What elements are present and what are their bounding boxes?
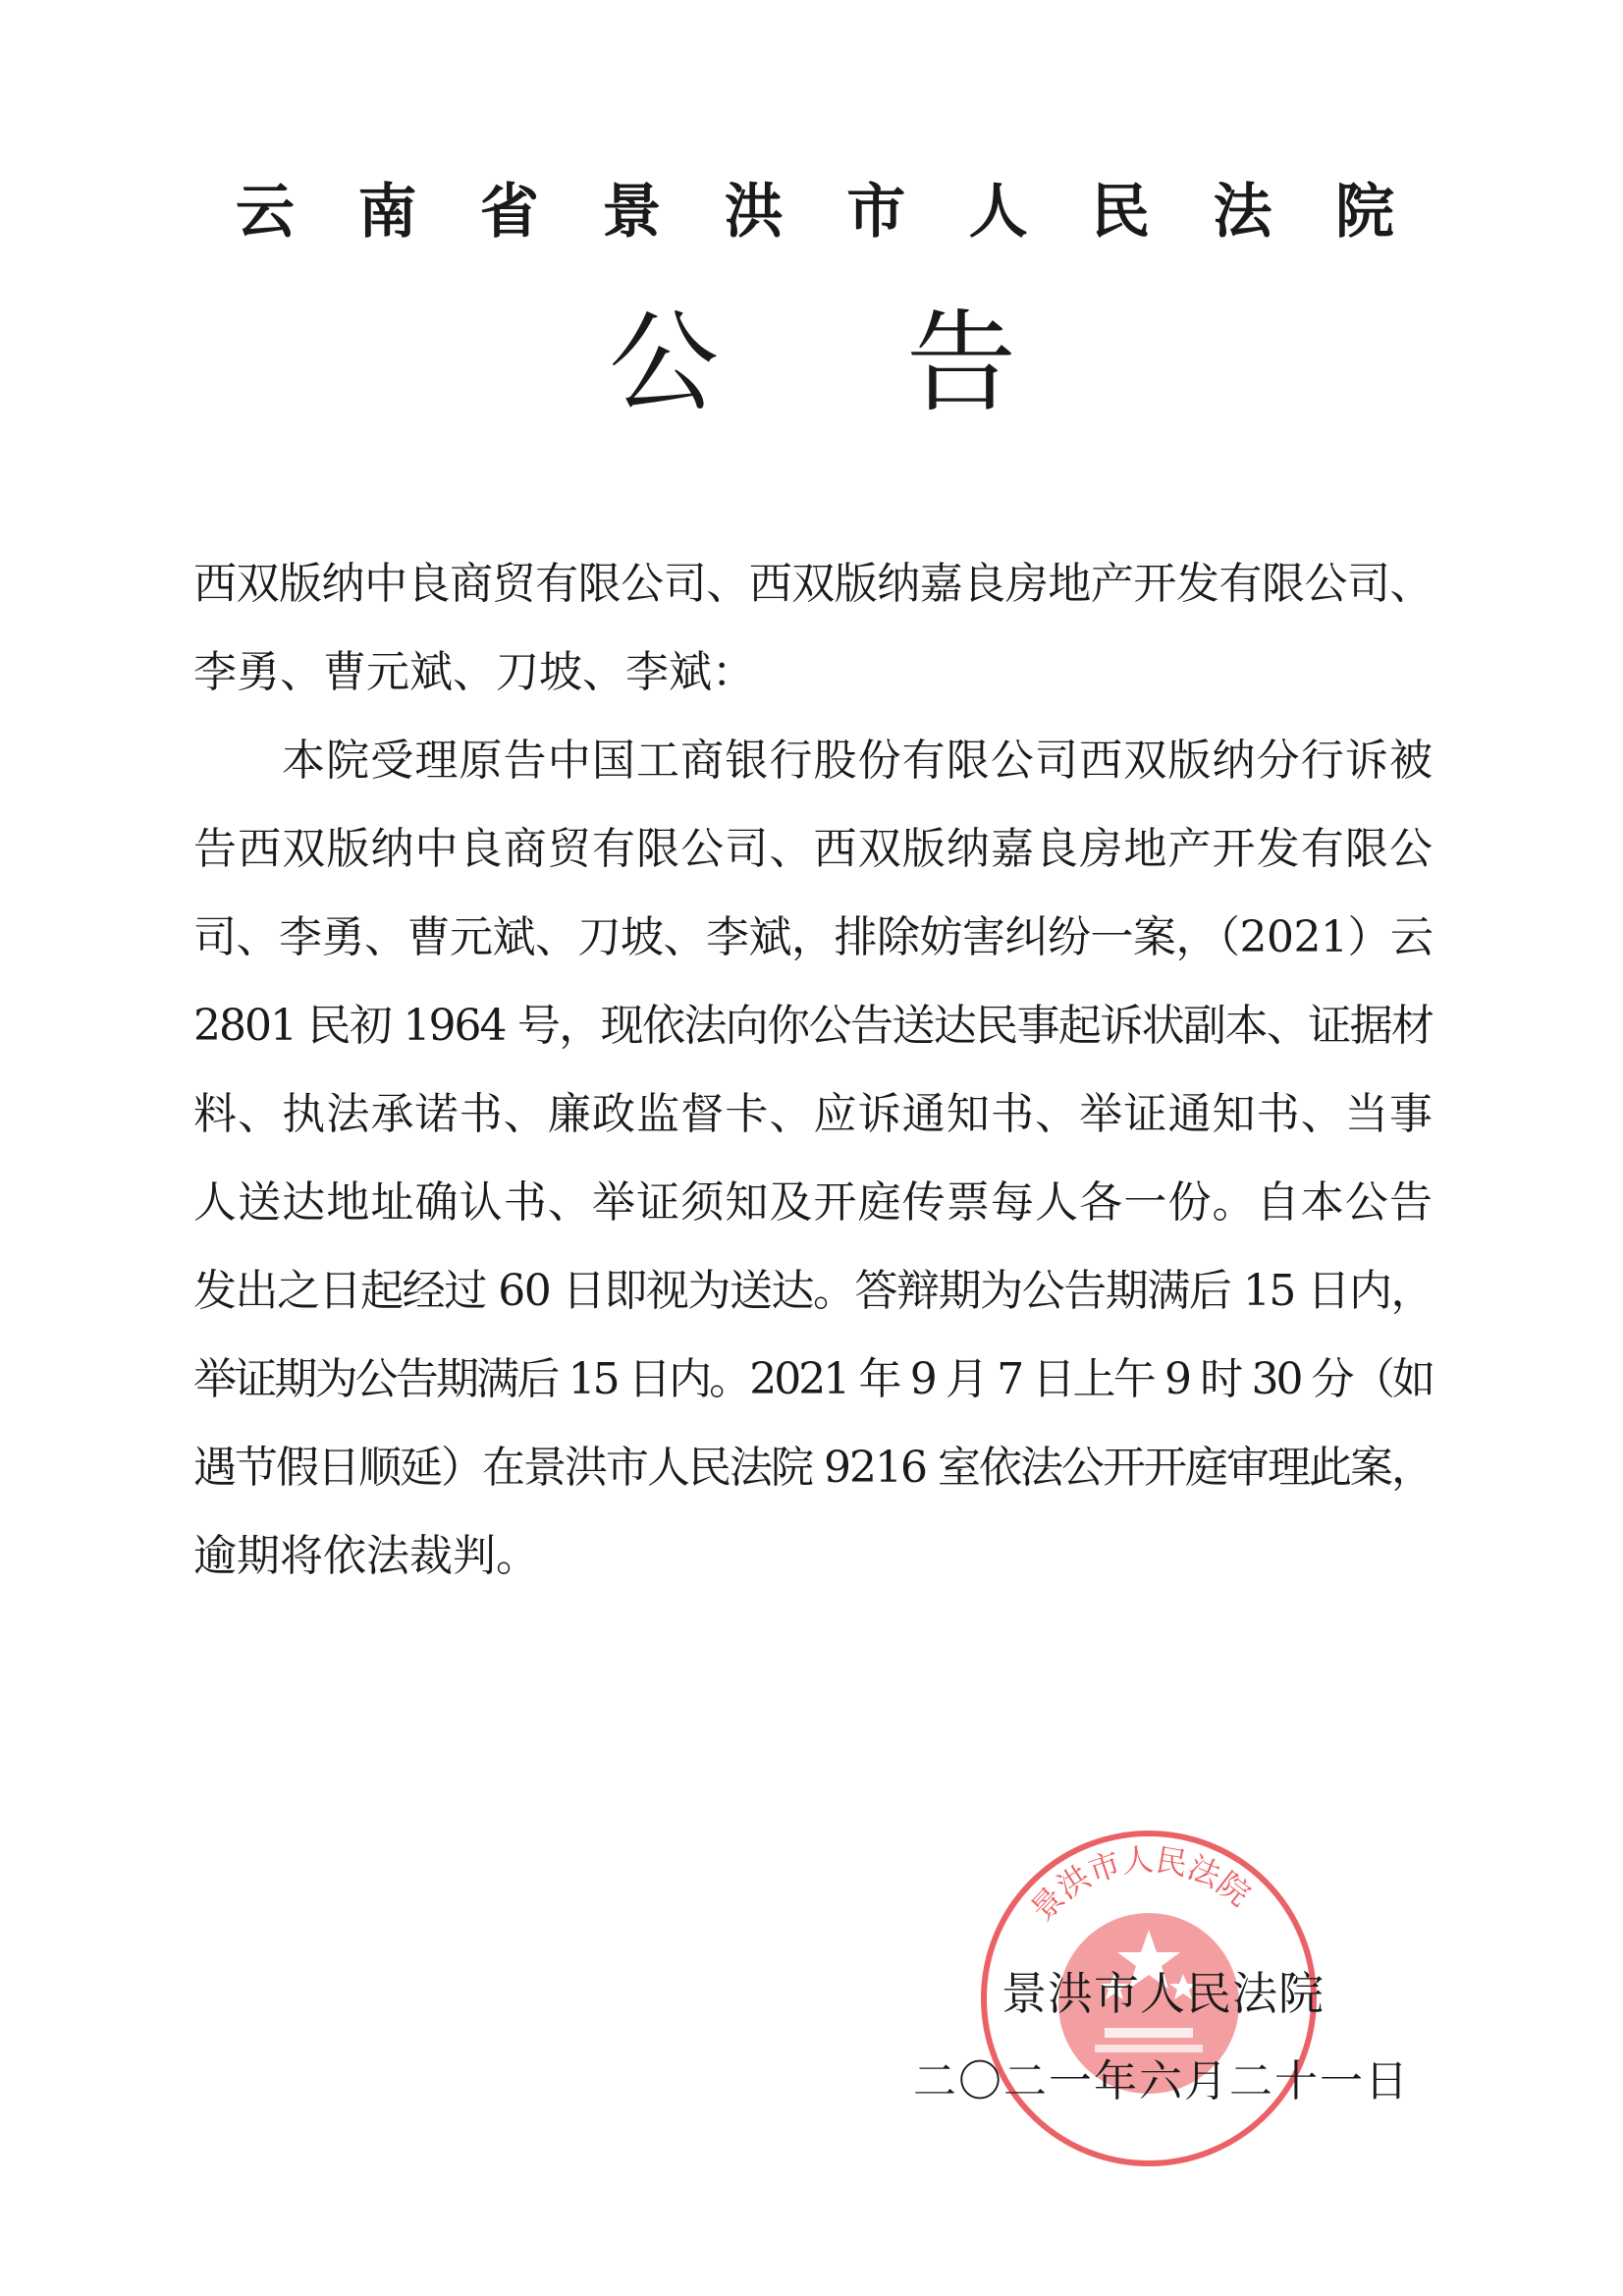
heading-char: 云 xyxy=(236,178,295,246)
body-line: 人送达地址确认书、举证须知及开庭传票每人各一份。自本公告 xyxy=(193,1177,1433,1228)
notice-body xyxy=(193,555,1433,1615)
seal-text: 景洪市人民法院 xyxy=(1023,1840,1258,1929)
body-line: 本院受理原告中国工商银行股份有限公司西双版纳分行诉被 xyxy=(282,736,1433,786)
heading-char: 法 xyxy=(1213,178,1272,246)
heading-char: 省 xyxy=(479,178,539,246)
body-line: 逾期将依法裁判。 xyxy=(193,1531,539,1581)
addressee-line: 西双版纳中良商贸有限公司、西双版纳嘉良房地产开发有限公司、 xyxy=(193,559,1433,609)
doc-type-char: 公 xyxy=(609,300,719,427)
body-line: 料、执法承诺书、廉政监督卡、应诉通知书、举证通知书、当事 xyxy=(193,1089,1433,1139)
body-line: 2801 民初 1964 号，现依法向你公告送达民事起诉状副本、证据材 xyxy=(193,1001,1433,1051)
body-line: 发出之日起经过 60 日即视为送达。答辩期为公告期满后 15 日内， xyxy=(193,1266,1433,1316)
body-line: 告西双版纳中良商贸有限公司、西双版纳嘉良房地产开发有限公 xyxy=(193,824,1433,874)
doc-type-char: 告 xyxy=(906,300,1016,427)
body-line: 遇节假日顺延）在景洪市人民法院 9216 室依法公开开庭审理此案， xyxy=(193,1443,1433,1493)
body-line: 举证期为公告期满后 15 日内。2021 年 9 月 7 日上午 9 时 30 分（如 xyxy=(193,1354,1433,1404)
heading-char: 景 xyxy=(602,178,662,246)
heading-char: 院 xyxy=(1334,178,1394,246)
issue-date: 二〇二一年六月二十一日 xyxy=(913,2056,1410,2106)
body-line: 司、李勇、曹元斌、刀坡、李斌，排除妨害纠纷一案，（2021）云 xyxy=(193,912,1434,962)
addressee-line: 李勇、曹元斌、刀坡、李斌： xyxy=(193,647,755,697)
heading-char: 南 xyxy=(357,178,417,246)
document-type-heading xyxy=(609,300,1016,427)
heading-char: 人 xyxy=(968,178,1028,246)
court-name-heading xyxy=(236,177,1394,247)
signature-court-name: 景洪市人民法院 xyxy=(1001,1967,1325,2020)
seal-gate xyxy=(1105,2028,1193,2038)
heading-char: 民 xyxy=(1091,178,1151,246)
heading-char: 市 xyxy=(846,178,906,246)
heading-char: 洪 xyxy=(724,178,784,246)
